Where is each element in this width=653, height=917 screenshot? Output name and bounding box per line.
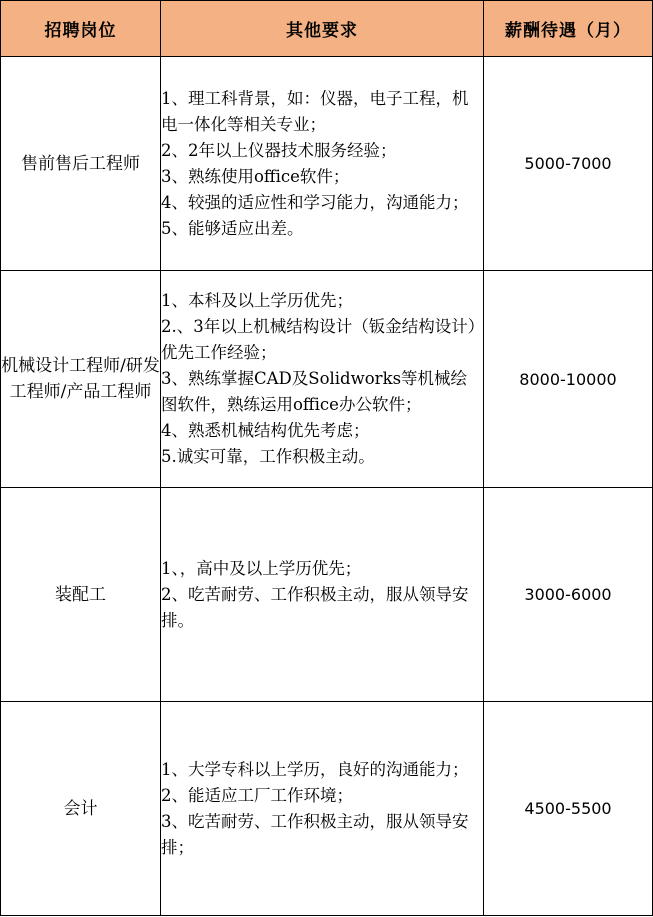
requirements-cell	[161, 488, 484, 702]
requirement-item: 3、熟练掌握CAD及Solidworks等机械绘图软件，熟练运用office办公软件；	[161, 369, 468, 414]
requirements-cell	[161, 57, 484, 271]
requirement-item: 3、熟练使用office软件；	[161, 166, 350, 186]
table-row	[1, 271, 653, 488]
requirement-item: 1、本科及以上学历优先；	[161, 291, 353, 310]
requirement-item: 1、，高中及以上学历优先；	[161, 558, 362, 578]
requirement-item: 2.、3年以上机械结构设计（钣金结构设计）优先工作经验；	[161, 317, 476, 362]
requirement-item: 2、2年以上仪器技术服务经验；	[161, 140, 397, 160]
salary-cell: 5000-7000	[484, 57, 653, 271]
requirement-item: 4、较强的适应性和学习能力，沟通能力；	[161, 192, 469, 212]
requirements-cell	[161, 271, 484, 488]
requirement-item: 1、大学专科以上学历，良好的沟通能力；	[161, 759, 469, 779]
column-header-requirements: 其他要求	[161, 1, 484, 57]
requirement-item: 3、吃苦耐劳、工作积极主动，服从领导安排；	[161, 811, 469, 857]
requirement-item: 5.诚实可靠，工作积极主动。	[161, 447, 375, 466]
position-cell: 装配工	[1, 488, 161, 702]
table-row	[1, 488, 653, 702]
table-header-row	[1, 1, 653, 57]
position-cell: 机械设计工程师/研发工程师/产品工程师	[1, 271, 161, 488]
requirement-item: 2、吃苦耐劳、工作积极主动，服从领导安排。	[161, 584, 469, 630]
requirement-item: 5、能够适应出差。	[161, 218, 304, 238]
salary-cell: 3000-6000	[484, 488, 653, 702]
column-header-salary: 薪酬待遇（月）	[484, 1, 653, 57]
salary-cell: 8000-10000	[484, 271, 653, 488]
position-cell: 售前售后工程师	[1, 57, 161, 271]
requirement-item: 1、理工科背景，如：仪器，电子工程，机电一体化等相关专业；	[161, 88, 469, 134]
salary-cell: 4500-5500	[484, 702, 653, 916]
column-header-position: 招聘岗位	[1, 1, 161, 57]
table-row	[1, 57, 653, 271]
requirement-item: 2、能适应工厂工作环境；	[161, 785, 353, 805]
requirements-cell	[161, 702, 484, 916]
table-row	[1, 702, 653, 916]
requirement-item: 4、熟悉机械结构优先考虑；	[161, 421, 370, 440]
position-cell: 会计	[1, 702, 161, 916]
